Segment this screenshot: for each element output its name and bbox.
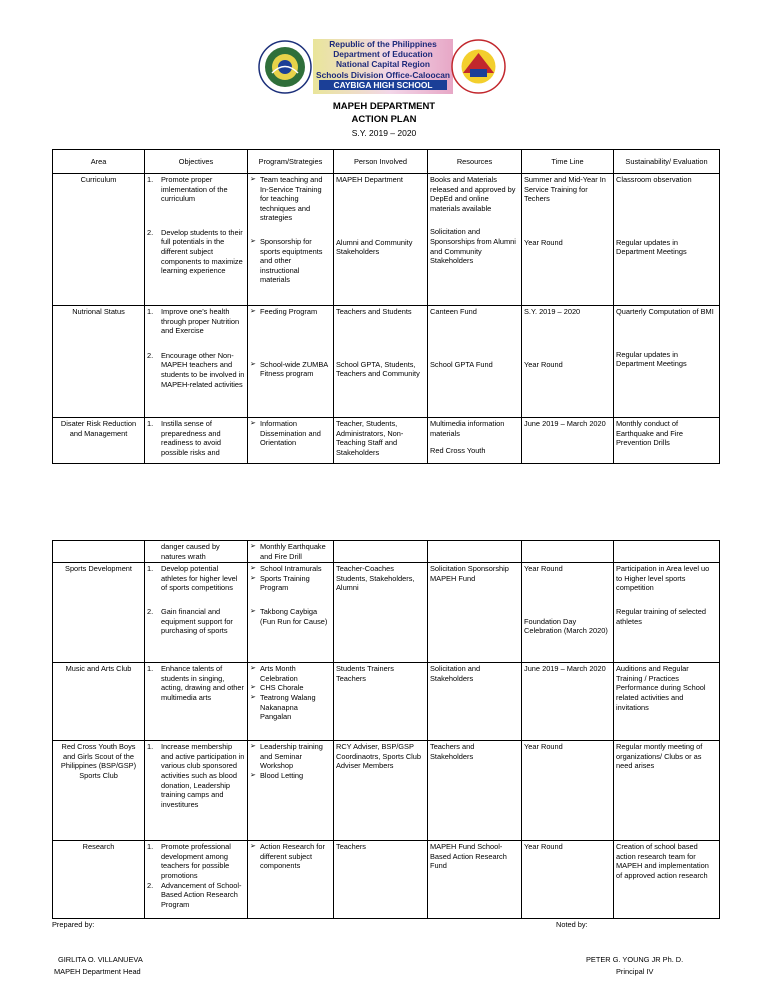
timeline-text: Year Round [524,842,563,852]
resources-text: School GPTA Fund [430,359,493,369]
programs-cell [248,563,334,663]
programs-cell [248,741,334,841]
objectives-cell [145,663,248,741]
preparer-name: GIRLITA O. VILLANUEVA [58,955,143,964]
resources-text: Solicitation and Sponsorships from Alumni and Community Stakeholders [430,227,516,266]
prepared-by-label: Prepared by: [52,920,95,929]
persons-cell [334,418,428,464]
arrow-bullet-icon: ➢ [250,665,256,673]
resources-cell [428,841,522,919]
objectives-cell [145,306,248,418]
arrow-bullet-icon: ➢ [250,360,256,368]
objective-item [147,175,245,204]
arrow-bullet-icon: ➢ [250,693,256,701]
objective-item [147,881,245,910]
evaluation-text: Classroom observation [616,175,692,184]
program-item [250,693,331,722]
arrow-bullet-icon: ➢ [250,771,256,779]
evaluation-cell [614,663,720,741]
program-text: Team teaching and In-Service Training for teaching techniques and strategies [260,175,323,223]
resources-cell [428,174,522,306]
evaluation-text: Quarterly Computation of BMI [616,307,714,316]
objective-text: danger caused by natures wrath [161,542,220,561]
program-item [250,664,331,683]
timeline-cell [522,418,614,464]
objective-text: Improve one’s health through proper Nutrition and Exercise [161,307,240,336]
objectives-cell [145,174,248,306]
resources-text: Solicitation Sponsorship MAPEH Fund [430,564,509,583]
preparer-title: MAPEH Department Head [54,967,141,976]
area-text: Research [82,842,115,852]
resources-cell [428,541,522,563]
program-item [250,607,331,626]
timeline-text: Year Round [524,564,563,574]
banner-line-3: National Capital Region [336,59,430,70]
resources-cell [428,418,522,464]
area-text: Music and Arts Club [65,664,132,674]
timeline-text: Year Round [524,237,563,247]
program-item [250,237,331,285]
objective-number: 2. [147,606,154,616]
persons-cell [334,541,428,563]
programs-cell [248,541,334,563]
program-text: Leadership training and Seminar Workshop [260,742,323,771]
letterhead [258,38,508,96]
objective-item [147,564,245,593]
timeline-cell [522,841,614,919]
deped-seal-logo [258,40,312,94]
timeline-cell [522,541,614,563]
program-text: Sports Training Program [260,573,310,593]
persons-text: Teacher-Coaches Students, Stakeholders, Alumni [336,564,415,593]
objective-item [147,307,245,336]
table-row [53,418,720,464]
objectives-cell [145,741,248,841]
table-row [53,563,720,663]
programs-cell [248,174,334,306]
objective-number: 1. [147,175,154,184]
area-cell [53,541,145,563]
timeline-text: June 2019 – March 2020 [524,419,606,428]
area-cell [53,663,145,741]
arrow-bullet-icon: ➢ [250,574,256,582]
objective-text: Gain financial and equipment support for purchasing of sports [161,606,233,636]
table-row [53,541,720,563]
program-text: School Intramurals [260,564,322,574]
table-row [53,841,720,919]
persons-cell [334,563,428,663]
evaluation-text: Regular updates in Department Meetings [616,237,687,257]
objective-text: Promote proper imlementation of the curriculum [161,175,228,204]
program-text: CHS Chorale [260,683,304,693]
program-text: Information Dissemination and Orientation [260,419,321,448]
arrow-bullet-icon: ➢ [250,607,256,615]
evaluation-cell [614,306,720,418]
area-cell [53,563,145,663]
program-text: Feeding Program [260,307,318,316]
objective-number [147,542,161,561]
objective-item [147,742,245,809]
objective-item [147,664,245,702]
objective-number: 1. [147,307,154,316]
persons-text: MAPEH Department [336,175,403,184]
area-text: Disater Risk Reduction and Management [60,419,137,438]
objective-number: 2. [147,227,154,237]
evaluation-cell [614,174,720,306]
arrow-bullet-icon: ➢ [250,743,256,751]
program-text: Action Research for different subject components [260,842,325,871]
program-item [250,842,331,871]
programs-cell [248,841,334,919]
area-cell [53,418,145,464]
objectives-cell [145,418,248,464]
program-item [250,574,331,593]
program-item [250,419,331,448]
timeline-text: Year Round [524,742,563,752]
area-text: Red Cross Youth Boys and Girls Scout of the Philippines (BSP/GSP) Sports Club [60,742,137,780]
timeline-cell [522,174,614,306]
objective-text: Develop potential athletes for higher level of sports competitions [161,564,238,593]
col-header-persons: Person Involved [334,150,428,174]
action-plan-table-page-1 [52,149,720,464]
noted-by-label: Noted by: [556,920,588,929]
banner-line-2: Department of Education [333,49,433,60]
objective-text: Increase membership and active participation in various club sponsored activities such as blood donation, Leadership training camps and investitures [161,742,245,809]
timeline-text: S.Y. 2019 – 2020 [524,307,581,316]
objectives-cell [145,841,248,919]
program-item [250,360,331,379]
persons-text: Teachers and Students [336,307,412,316]
evaluation-text: Creation of school based action research team for MAPEH and implementation of approved action research [616,842,709,880]
arrow-bullet-icon: ➢ [250,237,256,245]
col-header-resources: Resources [428,150,522,174]
objective-number: 1. [147,742,154,752]
evaluation-cell [614,563,720,663]
col-header-area: Area [53,150,145,174]
resources-cell [428,663,522,741]
area-cell [53,841,145,919]
program-text: Blood Letting [260,770,304,780]
program-item [250,683,331,693]
col-header-evaluation: Sustainability/ Evaluation [614,150,720,174]
program-text: Monthly Earthquake and Fire Drill [260,542,326,561]
arrow-bullet-icon: ➢ [250,684,256,692]
banner-line-5: CAYBIGA HIGH SCHOOL [319,80,447,90]
resources-text: Red Cross Youth [430,446,486,456]
program-item [250,564,331,574]
banner-line-1: Republic of the Philippines [329,39,437,49]
arrow-bullet-icon: ➢ [250,543,256,550]
evaluation-text: Monthly conduct of Earthquake and Fire Prevention Drills [616,419,683,448]
programs-cell [248,418,334,464]
persons-text: Teacher, Students, Administrators, Non-Teaching Staff and Stakeholders [336,419,404,457]
area-text: Nutrional Status [72,307,125,316]
resources-cell [428,306,522,418]
objective-item [147,542,245,561]
persons-cell [334,841,428,919]
col-header-objectives: Objectives [145,150,248,174]
persons-text: Teachers [336,842,366,852]
resources-cell [428,563,522,663]
area-cell [53,174,145,306]
objective-text: Instilla sense of preparedness and readiness to avoid possible risks and [161,419,221,457]
program-text: School-wide ZUMBA Fitness program [260,359,328,379]
timeline-cell [522,741,614,841]
timeline-cell [522,563,614,663]
area-text: Curriculum [80,175,117,184]
persons-text: Alumni and Community Stakeholders [336,237,413,257]
resources-text: Teachers and Stakeholders [430,742,475,761]
program-text: Takbong Caybiga (Fun Run for Cause) [260,606,328,626]
resources-text: MAPEH Fund School-Based Action Research Fund [430,842,507,871]
arrow-bullet-icon: ➢ [250,420,256,427]
table-row [53,174,720,306]
area-cell [53,741,145,841]
program-item [250,175,331,223]
objective-item [147,607,245,636]
objective-number: 2. [147,350,154,360]
persons-text: Students Trainers Teachers [336,664,394,683]
persons-cell [334,741,428,841]
objective-number: 1. [147,419,154,428]
plan-title: ACTION PLAN [351,114,417,125]
table-row [53,741,720,841]
objective-text: Enhance talents of students in singing, acting, drawing and other multimedia arts [161,664,244,702]
objective-number: 2. [147,880,154,890]
area-text: Sports Development [65,564,132,574]
col-header-timeline: Time Line [522,150,614,174]
banner-line-4: Schools Division Office-Caloocan [315,69,451,80]
area-cell [53,306,145,418]
evaluation-cell [614,841,720,919]
evaluation-text: Regular montly meeting of organizations/ Clubs or as need arises [616,742,703,771]
action-plan-table-page-2 [52,540,720,919]
noter-title: Principal IV [616,967,654,976]
persons-text: RCY Adviser, BSP/GSP Coordinaotrs, Sports Club Adviser Members [336,742,422,771]
col-header-programs: Program/Strategies [248,150,334,174]
school-year: S.Y. 2019 – 2020 [351,128,417,138]
timeline-cell [522,306,614,418]
resources-text: Books and Materials released and approved by DepEd and online materials available [430,175,516,213]
division-seal-logo [451,39,506,94]
program-text: Teatrong Walang Nakanapna Pangalan [260,692,316,722]
resources-text: Canteen Fund [430,307,477,316]
timeline-text: Foundation Day Celebration (March 2020) [524,616,608,636]
program-item [250,307,331,317]
objective-text: Promote professional development among teachers for possible promotions [161,842,231,880]
objective-item [147,842,245,880]
programs-cell [248,306,334,418]
department-title: MAPEH DEPARTMENT [332,101,436,112]
objective-text: Develop students to their full potentials in the different subject components to maximize learning experience [161,227,243,276]
programs-cell [248,663,334,741]
program-text: Arts Month Celebration [260,664,298,683]
evaluation-cell [614,418,720,464]
resources-text: Multimedia information materials [430,419,505,438]
table-row [53,306,720,418]
timeline-text: Summer and Mid-Year In Service Training for Techers [524,175,606,204]
arrow-bullet-icon: ➢ [250,843,256,851]
program-text: Sponsorship for sports equiptments and other instructional materials [260,236,323,285]
objective-item [147,351,245,389]
persons-cell [334,306,428,418]
evaluation-cell [614,741,720,841]
persons-cell [334,663,428,741]
arrow-bullet-icon: ➢ [250,308,256,315]
arrow-bullet-icon: ➢ [250,565,256,573]
objectives-cell [145,541,248,563]
evaluation-cell [614,541,720,563]
evaluation-text: Regular training of selected athletes [616,606,706,626]
objective-item [147,419,245,457]
persons-cell [334,174,428,306]
resources-text: Solicitation and Stakeholders [430,664,481,683]
table-header-row [53,150,720,174]
arrow-bullet-icon: ➢ [250,176,256,183]
timeline-text: Year Round [524,359,563,369]
persons-text: School GPTA, Students, Teachers and Community [336,359,420,379]
timeline-text: June 2019 – March 2020 [524,664,606,674]
objective-text: Encourage other Non-MAPEH teachers and students to be involved in MAPEH-related activities [161,350,245,389]
objective-text: Advancement of School-Based Action Research Program [161,880,242,909]
table-row [53,663,720,741]
program-item [250,542,331,561]
evaluation-text: Participation in Area level uo to Higher level sports competition [616,564,710,593]
objective-number: 1. [147,564,154,574]
objective-item [147,228,245,276]
objective-number: 1. [147,664,154,674]
evaluation-text: Regular updates in Department Meetings [616,349,687,369]
program-item [250,742,331,771]
program-item [250,771,331,781]
evaluation-text: Auditions and Regular Training / Practices Performance during School related activities and invitations [616,664,706,712]
objectives-cell [145,563,248,663]
noter-name: PETER G. YOUNG JR Ph. D. [586,955,684,964]
resources-cell [428,741,522,841]
objective-number: 1. [147,842,154,852]
school-banner [313,39,453,94]
timeline-cell [522,663,614,741]
